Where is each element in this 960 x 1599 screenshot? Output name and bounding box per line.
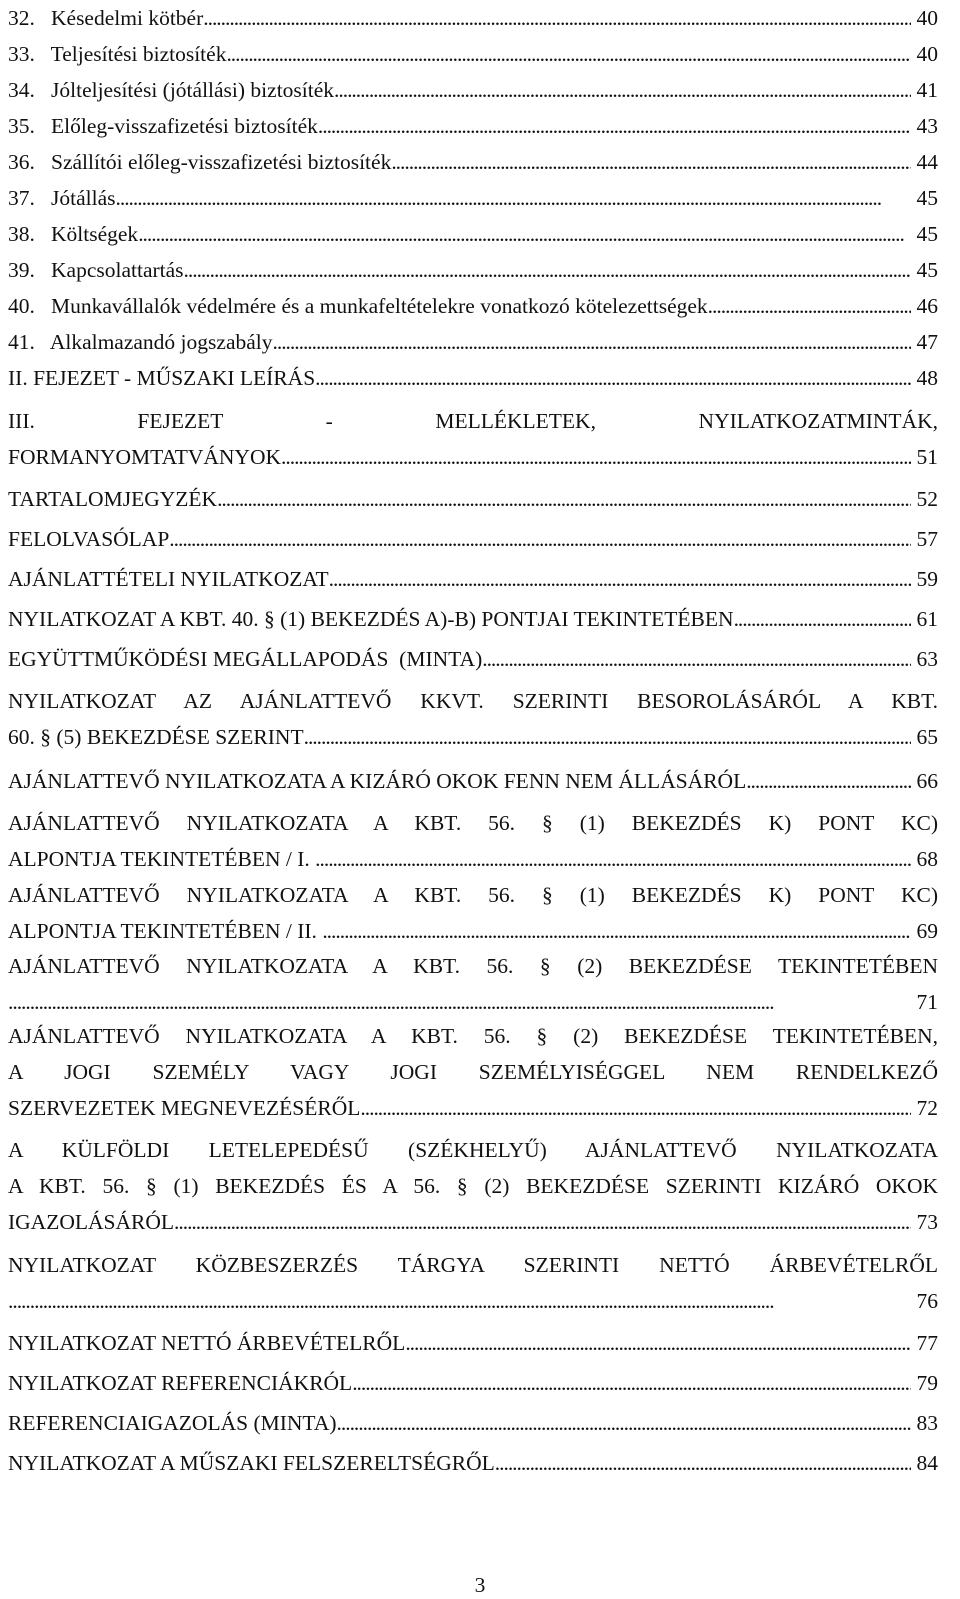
toc-page-number: 69 xyxy=(911,919,938,943)
toc-page-number: 40 xyxy=(911,42,938,66)
toc-entry-line xyxy=(8,481,938,517)
toc-entry-title: NYILATKOZAT REFERENCIÁKRÓL xyxy=(8,1371,353,1395)
toc-page-number: 73 xyxy=(911,1210,938,1234)
toc-entry-title: 41. Alkalmazandó jogszabály xyxy=(8,330,273,354)
toc-page-number: 71 xyxy=(911,990,938,1014)
toc-entry-line xyxy=(8,763,938,799)
toc-entry-line xyxy=(8,36,938,72)
dot-leader xyxy=(184,252,912,288)
toc-entry-title: AJÁNLATTEVŐ NYILATKOZATA A KIZÁRÓ OKOK FENN NEM ÁLLÁSÁRÓL xyxy=(8,769,747,793)
toc-entry-line xyxy=(8,561,938,597)
dot-leader xyxy=(8,984,911,1020)
toc-entry-line xyxy=(8,1204,938,1240)
dot-leader xyxy=(217,481,911,517)
toc-entry-line xyxy=(8,1405,938,1441)
toc-entry-title: NYILATKOZAT NETTÓ ÁRBEVÉTELRŐL xyxy=(8,1331,406,1355)
toc-page-number: 51 xyxy=(911,445,938,469)
toc-entry-title: FELOLVASÓLAP xyxy=(8,527,170,551)
toc-entry-title: 39. Kapcsolattartás xyxy=(8,258,184,282)
toc-entry-line xyxy=(8,1090,938,1126)
toc-entry-line xyxy=(8,521,938,557)
dot-leader xyxy=(329,561,911,597)
toc-page-number: 41 xyxy=(911,78,938,102)
dot-leader xyxy=(708,288,911,324)
toc-entry-line xyxy=(8,180,938,216)
toc-page-number: 45 xyxy=(911,186,938,210)
toc-entry-title: ALPONTJA TEKINTETÉBEN / II. xyxy=(8,919,323,943)
toc-entry-title: 35. Előleg-visszafizetési biztosíték xyxy=(8,114,318,138)
toc-entry-line xyxy=(8,324,938,360)
toc-page-number: 65 xyxy=(911,725,938,749)
toc-entry-title-line: A KÜLFÖLDI LETELEPEDÉSŰ (SZÉKHELYŰ) AJÁNLATTEVŐ NYILATKOZATA xyxy=(8,1138,938,1162)
toc-page-number: 46 xyxy=(911,294,938,318)
toc-page-number: 68 xyxy=(911,847,938,871)
toc-entry-title: EGYÜTTMŰKÖDÉSI MEGÁLLAPODÁS (MINTA) xyxy=(8,647,483,671)
toc-entry-line xyxy=(8,913,938,949)
toc-page-number: 66 xyxy=(911,769,938,793)
dot-leader xyxy=(169,521,911,557)
toc-entry-title: 37. Jótállás xyxy=(8,186,116,210)
toc-entry-line xyxy=(8,641,938,677)
toc-entry-title: II. FEJEZET - MŰSZAKI LEÍRÁS xyxy=(8,366,316,390)
toc-entry-title: NYILATKOZAT A KBT. 40. § (1) BEKEZDÉS A)-B) PONTJAI TEKINTETÉBEN xyxy=(8,607,734,631)
dot-leader xyxy=(352,1365,911,1401)
toc-page-number: 45 xyxy=(911,258,938,282)
toc-entry-title: FORMANYOMTATVÁNYOK xyxy=(8,445,282,469)
dot-leader xyxy=(315,841,911,877)
toc-entry-line xyxy=(8,439,938,475)
page-number: 3 xyxy=(474,1573,486,1597)
dot-leader xyxy=(8,1283,911,1319)
dot-leader xyxy=(304,719,912,755)
toc-entry-title-line: AJÁNLATTEVŐ NYILATKOZATA A KBT. 56. § (1) BEKEZDÉS K) PONT KC) xyxy=(8,883,938,907)
toc-page-number: 79 xyxy=(911,1371,938,1395)
toc-entry-title: SZERVEZETEK MEGNEVEZÉSÉRŐL xyxy=(8,1096,361,1120)
toc-page-number: 45 xyxy=(911,222,938,246)
toc-entry-title: TARTALOMJEGYZÉK xyxy=(8,487,218,511)
dot-leader xyxy=(281,439,911,475)
toc-page-number: 44 xyxy=(911,150,938,174)
dot-leader xyxy=(746,763,911,799)
toc-entry-title: 38. Költségek xyxy=(8,222,139,246)
toc-page-number: 83 xyxy=(911,1411,938,1435)
dot-leader xyxy=(138,216,911,252)
toc-entry-title: 34. Jólteljesítési (jótállási) biztosíték xyxy=(8,78,335,102)
toc-entry-title-line: III. FEJEZET - MELLÉKLETEK, NYILATKOZATMINTÁK, xyxy=(8,409,938,433)
dot-leader xyxy=(482,641,911,677)
toc-entry-title: AJÁNLATTÉTELI NYILATKOZAT xyxy=(8,567,329,591)
toc-page-number: 61 xyxy=(911,607,938,631)
toc-entry-title: 36. Szállítói előleg-visszafizetési biztosíték xyxy=(8,150,392,174)
toc-entry-line xyxy=(8,360,938,396)
toc-entry-title: IGAZOLÁSÁRÓL xyxy=(8,1210,175,1234)
toc-page-number: 47 xyxy=(911,330,938,354)
toc-entry-title-line: NYILATKOZAT KÖZBESZERZÉS TÁRGYA SZERINTI NETTÓ ÁRBEVÉTELRŐL xyxy=(8,1253,938,1277)
toc-entry-title-line: A KBT. 56. § (1) BEKEZDÉS ÉS A 56. § (2) BEKEZDÉSE SZERINTI KIZÁRÓ OKOK xyxy=(8,1174,938,1198)
toc-entry-title: 40. Munkavállalók védelmére és a munkafeltételekre vonatkozó kötelezettségek xyxy=(8,294,708,318)
toc-entry-line xyxy=(8,72,938,108)
toc-entry-line xyxy=(8,216,938,252)
toc-page-number: 48 xyxy=(911,366,938,390)
dot-leader xyxy=(273,324,912,360)
toc-entry-title: NYILATKOZAT A MŰSZAKI FELSZERELTSÉGRŐL xyxy=(8,1451,495,1475)
toc-entry-line xyxy=(8,984,938,1020)
dot-leader xyxy=(116,180,912,216)
toc-entry-line xyxy=(8,1365,938,1401)
toc-entry-line xyxy=(8,1283,938,1319)
toc-page-number: 59 xyxy=(911,567,938,591)
dot-leader xyxy=(734,601,912,637)
toc-entry-title-line: NYILATKOZAT AZ AJÁNLATTEVŐ KKVT. SZERINTI BESOROLÁSÁRÓL A KBT. xyxy=(8,689,938,713)
toc-page-number: 43 xyxy=(911,114,938,138)
dot-leader xyxy=(360,1090,911,1126)
toc-page-number: 84 xyxy=(911,1451,938,1475)
toc-entry-line xyxy=(8,1325,938,1361)
dot-leader xyxy=(315,360,911,396)
toc-entry-title-line: AJÁNLATTEVŐ NYILATKOZATA A KBT. 56. § (2) BEKEZDÉSE TEKINTETÉBEN xyxy=(8,954,938,978)
toc-page-number: 63 xyxy=(911,647,938,671)
toc-entry-line xyxy=(8,108,938,144)
toc-entry-line xyxy=(8,144,938,180)
dot-leader xyxy=(322,913,911,949)
toc-entry-line xyxy=(8,0,938,36)
dot-leader xyxy=(174,1204,911,1240)
toc-entry-title: REFERENCIAIGAZOLÁS (MINTA) xyxy=(8,1411,337,1435)
toc-page-number: 52 xyxy=(911,487,938,511)
toc-page-number: 57 xyxy=(911,527,938,551)
toc-entry-title: 32. Késedelmi kötbér xyxy=(8,6,204,30)
dot-leader xyxy=(226,36,911,72)
toc-entry-line xyxy=(8,601,938,637)
toc-page-number: 77 xyxy=(911,1331,938,1355)
dot-leader xyxy=(334,72,911,108)
toc-page-number: 76 xyxy=(911,1289,938,1313)
toc-entry-line xyxy=(8,719,938,755)
toc-entry-title: 33. Teljesítési biztosíték xyxy=(8,42,227,66)
toc-entry-title: 60. § (5) BEKEZDÉSE SZERINT xyxy=(8,725,304,749)
toc-entry-line xyxy=(8,252,938,288)
toc-entry-title-line: A JOGI SZEMÉLY VAGY JOGI SZEMÉLYISÉGGEL NEM RENDELKEZŐ xyxy=(8,1060,938,1084)
toc-entry-title-line: AJÁNLATTEVŐ NYILATKOZATA A KBT. 56. § (2) BEKEZDÉSE TEKINTETÉBEN, xyxy=(8,1024,938,1048)
toc-entry-title-line: AJÁNLATTEVŐ NYILATKOZATA A KBT. 56. § (1) BEKEZDÉS K) PONT KC) xyxy=(8,811,938,835)
dot-leader xyxy=(203,0,911,36)
toc-page-number: 40 xyxy=(911,6,938,30)
dot-leader xyxy=(405,1325,911,1361)
toc-entry-line xyxy=(8,841,938,877)
toc-page-number: 72 xyxy=(911,1096,938,1120)
dot-leader xyxy=(391,144,911,180)
dot-leader xyxy=(318,108,911,144)
toc-entry-line xyxy=(8,288,938,324)
dot-leader xyxy=(337,1405,912,1441)
toc-entry-line xyxy=(8,1445,938,1481)
dot-leader xyxy=(495,1445,911,1481)
toc-entry-title: ALPONTJA TEKINTETÉBEN / I. xyxy=(8,847,316,871)
